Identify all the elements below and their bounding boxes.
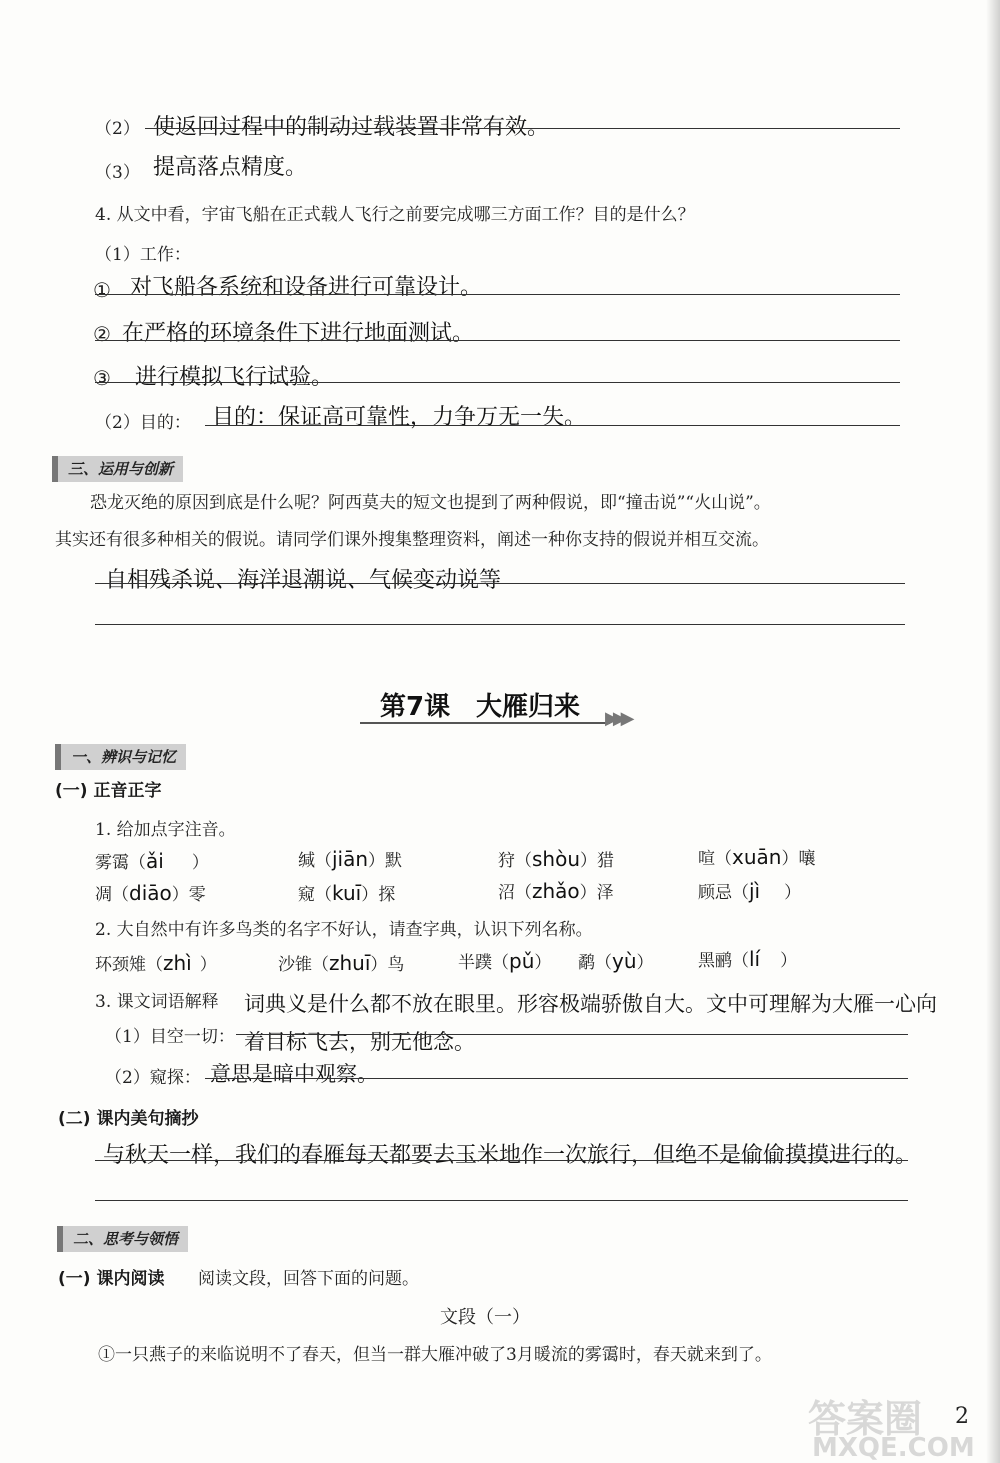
answer-line [95, 1200, 908, 1201]
pinyin-answer: lí [749, 947, 761, 971]
bird-name-item: 鹬（yù） [578, 949, 654, 973]
q4-purpose-label: （2）目的： [95, 413, 191, 433]
passage-title: 文段（一） [440, 1307, 530, 1328]
q4-purpose-answer: 目的：保证高可靠性，力争万无一失。 [212, 405, 587, 430]
section3-paragraph-line2: 其实还有很多种相关的假说。请同学们课外搜集整理资料，阐述一种你支持的假说并相互交流。 [55, 530, 769, 550]
sentence-answer: 与秋天一样，我们的春雁每天都要去玉米地作一次旅行，但绝不是偷偷摸摸进行的。 [103, 1143, 918, 1168]
q4-work2-answer: 在严格的环境条件下进行地面测试。 [122, 321, 475, 346]
q4-work-label: （1）工作： [95, 245, 191, 265]
q3-answer-line1: 词典义是什么都不放在眼里。形容极端骄傲自大。文中可理解为大雁一心向 [244, 992, 937, 1016]
q4-work1-answer: 对飞船各系统和设备进行可靠设计。 [130, 275, 483, 300]
subsection-reading: (一) 课内阅读 [58, 1269, 165, 1289]
answer-line [205, 425, 900, 426]
term1-answer: 着目标飞去，别无他念。 [244, 1030, 475, 1054]
answer-line [95, 382, 900, 383]
pinyin-item: 缄（jiān）默 [298, 847, 403, 871]
q3-item3-label: （3） [95, 163, 140, 183]
scan-edge-shadow [986, 0, 1000, 1463]
q4-work3-answer: 进行模拟飞行试验。 [135, 365, 334, 390]
term2-label: （2）窥探： [105, 1068, 201, 1088]
q4-work3-num: ③ [93, 366, 111, 390]
pinyin-answer: diāo [129, 881, 172, 905]
pinyin-item: 狩（shòu）猎 [498, 847, 615, 871]
q3-item3-answer: 提高落点精度。 [153, 155, 308, 180]
section3-answer: 自相残杀说、海洋退潮说、气候变动说等 [105, 568, 502, 593]
pinyin-item: 顾忌（jì ） [698, 879, 802, 903]
section3-paragraph-line1: 恐龙灭绝的原因到底是什么呢？阿西莫夫的短文也提到了两种假说，即“撞击说”“火山说”。 [90, 493, 771, 513]
lesson-number: 第7课 [380, 692, 451, 722]
reading-instruction: 阅读文段，回答下面的问题。 [198, 1269, 419, 1289]
term1-label: （1）目空一切： [105, 1027, 235, 1047]
q3-item2-label: （2） [95, 119, 140, 139]
section-heading-1: 一、辨识与记忆 [55, 744, 186, 770]
pinyin-answer: shòu [532, 847, 581, 871]
answer-line [236, 1034, 908, 1035]
subsection-pronunciation: (一) 正音正字 [55, 781, 162, 801]
pinyin-answer: yù [612, 949, 637, 973]
bird-name-item: 半蹼（pǔ） [458, 949, 552, 973]
answer-line [205, 1078, 908, 1079]
bird-name-item: 黑鹂（lí ） [698, 947, 798, 971]
watermark-url: MXQE.COM [812, 1433, 975, 1463]
q3-item2-answer: 使返回过程中的制动过载装置非常有效。 [153, 115, 550, 140]
bird-name-item: 环颈雉（zhì ） [95, 951, 217, 975]
answer-line [95, 1160, 908, 1161]
pinyin-answer: jiān [332, 847, 369, 871]
lesson-title: 大雁归来 [476, 692, 581, 722]
answer-line [95, 294, 900, 295]
answer-line [95, 624, 905, 625]
pinyin-answer: zhuī [329, 951, 371, 975]
pinyin-answer: kuī [332, 881, 362, 905]
term2-answer: 意思是暗中观察。 [210, 1062, 378, 1086]
pinyin-answer: jì [749, 879, 761, 903]
pinyin-answer: xuān [732, 845, 782, 869]
section-heading-2: 二、思考与领悟 [57, 1226, 188, 1252]
bird-name-item: 沙锥（zhuī）鸟 [278, 951, 405, 975]
q3-prompt: 3. 课文词语解释 [95, 992, 219, 1012]
answer-line [145, 128, 900, 129]
q2-prompt: 2. 大自然中有许多鸟类的名字不好认，请查字典，认识下列名称。 [95, 920, 593, 940]
pinyin-answer: zhǎo [532, 879, 580, 903]
passage-line1: ①一只燕子的来临说明不了春天，但当一群大雁冲破了3月暖流的雾霭时，春天就来到了。 [98, 1345, 772, 1365]
page-number: 2 [955, 1404, 969, 1429]
pinyin-item: 窥（kuī）探 [298, 881, 396, 905]
watermark-logo: 答案圈 [808, 1397, 923, 1441]
pinyin-answer: ǎi [146, 849, 164, 873]
pinyin-answer: pǔ [509, 949, 535, 973]
pinyin-item: 沼（zhǎo）泽 [498, 879, 614, 903]
title-underline [360, 722, 610, 724]
double-arrow-icon: ▶▶▶ [605, 708, 629, 729]
q1-prompt: 1. 给加点字注音。 [95, 820, 236, 840]
section-heading-3: 三、运用与创新 [52, 456, 183, 482]
q4-work2-num: ② [93, 322, 111, 346]
pinyin-item: 雾霭（ǎi ） [95, 849, 209, 873]
answer-line [95, 340, 900, 341]
q4-question: 4. 从文中看，宇宙飞船在正式载人飞行之前要完成哪三方面工作？目的是什么？ [95, 205, 695, 225]
pinyin-answer: zhì [163, 951, 192, 975]
answer-line [95, 583, 905, 584]
subsection-sentences: (二) 课内美句摘抄 [58, 1109, 199, 1129]
pinyin-item: 喧（xuān）嚷 [698, 845, 816, 869]
q4-work1-num: ① [93, 278, 111, 302]
pinyin-item: 凋（diāo）零 [95, 881, 206, 905]
